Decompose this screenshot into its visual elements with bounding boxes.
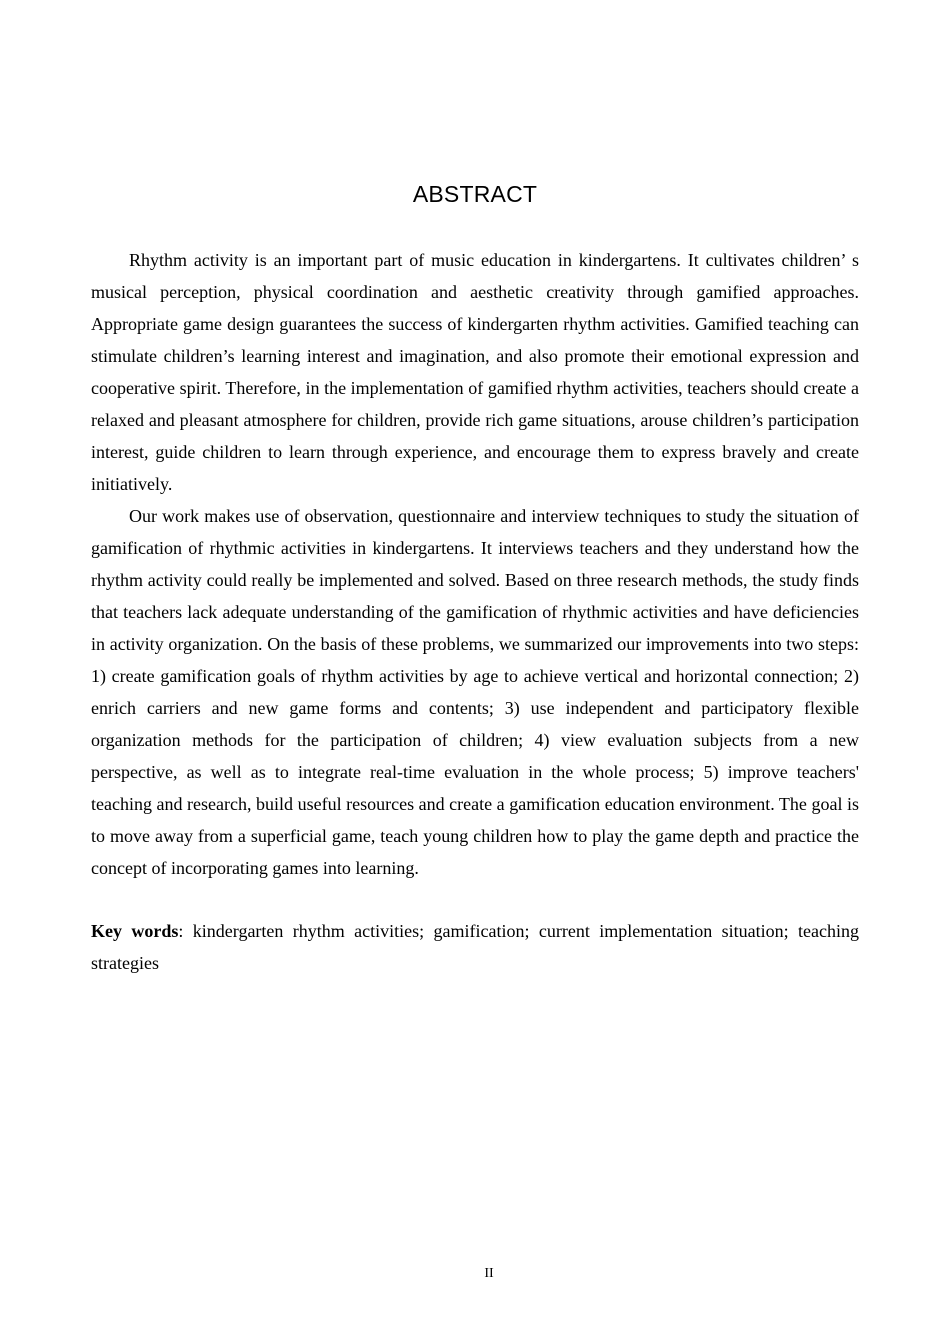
abstract-title: ABSTRACT (412, 181, 538, 207)
keywords-text: : kindergarten rhythm activities; gamification; current implementation situation; teaching strategies (91, 921, 859, 973)
keywords-label: Key words (91, 921, 179, 941)
abstract-paragraph-2: Our work makes use of observation, questionnaire and interview techniques to study the situation of gamification of rhythmic activities in kindergartens. It interviews teachers and they understand how the rhythm activity could really be implemented and solved. Based on three research methods, the study finds that teachers lack adequate understanding of the gamification of rhythmic activities and have deficiencies in activity organization. On the basis of these problems, we summarized our improvements into two steps: 1) create gamification goals of rhythm activities by age to achieve vertical and horizontal connection; 2) enrich carriers and new game forms and contents; 3) use independent and participatory flexible organization methods for the participation of children; 4) view evaluation subjects from a new perspective, as well as to integrate real-time evaluation in the whole process; 5) improve teachers' teaching and research, build useful resources and create a gamification education environment. The goal is to move away from a superficial game, teach young children how to play the game depth and practice the concept of incorporating games into learning. (91, 506, 859, 878)
abstract-paragraph-1: Rhythm activity is an important part of music education in kindergartens. It cultivates children’ s musical perception, physical coordination and aesthetic creativity through gamified approaches. Appropriate game design guarantees the success of kindergarten rhythm activities. Gamified teaching can stimulate children’s learning interest and imagination, and also promote their emotional expression and cooperative spirit. Therefore, in the implementation of gamified rhythm activities, teachers should create a relaxed and pleasant atmosphere for children, provide rich game situations, arouse children’s participation interest, guide children to learn through experience, and encourage them to express bravely and create initiatively. (91, 250, 859, 494)
abstract-body (91, 244, 859, 979)
page-number: II (484, 1266, 494, 1281)
keywords-line (91, 915, 859, 979)
